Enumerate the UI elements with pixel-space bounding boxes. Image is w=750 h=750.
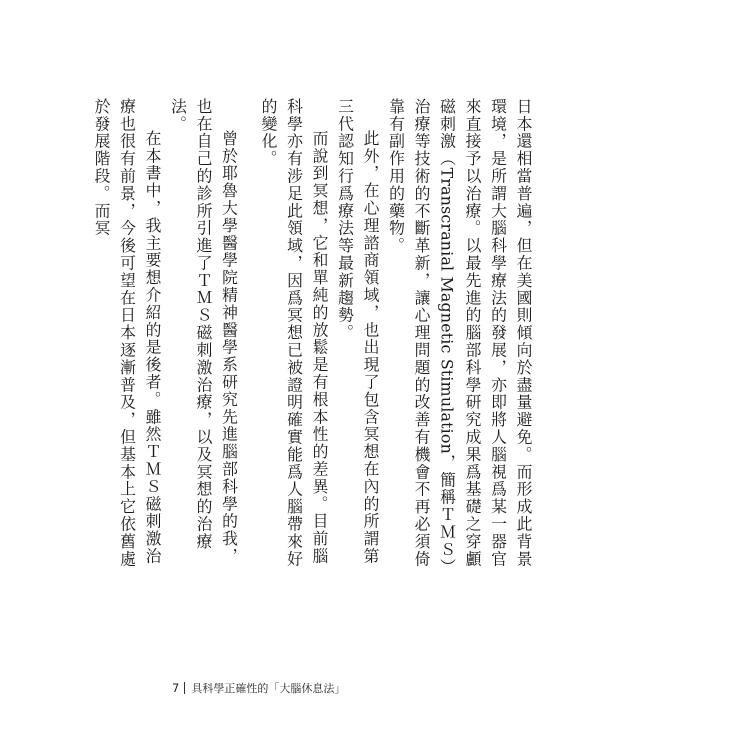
running-title: 具科學正確性的「大腦休息法」 xyxy=(191,682,346,695)
page-footer xyxy=(172,680,345,696)
body-text xyxy=(89,98,537,580)
paragraph-3: 而說到冥想，它和單純的放鬆是有根本性的差異。目前腦科學亦有涉足此領域，因爲冥想已被證明確實能爲人腦帶來好的變化。 xyxy=(259,98,329,568)
paragraph-2: 此外，在心理諮商領域，也出現了包含冥想在內的所謂第三代認知行爲療法等最新趨勢。 xyxy=(335,98,380,565)
paragraph-1: 日本還相當普遍，但在美國則傾向於盡量避免。而形成此背景環境，是所謂大腦科學療法的發展，亦即將人腦視爲某一器官來直接予以治療。以最先進的腦部科學研究成果爲基礎之穿顱磁刺激（Transcranial Magnetic Stimulation，簡稱ＴＭＳ）治療等技術的不斷革新，讓心理問題的改善有機會不再必須倚靠有副作用的藥物。 xyxy=(386,98,533,576)
page-number: 7 xyxy=(172,681,180,695)
latin-term: Transcranial Magnetic Stimulation xyxy=(437,167,457,454)
paragraph-4: 曾於耶魯大學醫學院精神醫學系研究先進腦部科學的我，也在自己的診所引進了ＴＭＳ磁刺激治療，以及冥想的治療法。 xyxy=(168,98,239,565)
footer-divider xyxy=(184,682,185,694)
paragraph-5: 在本書中，我主要想介紹的是後者。雖然ＴＭＳ磁刺激治療也很有前景，今後可望在日本逐漸普及，但基本上它依舊處於發展階段。而冥 xyxy=(92,98,162,568)
paragraph-gap xyxy=(242,98,256,580)
